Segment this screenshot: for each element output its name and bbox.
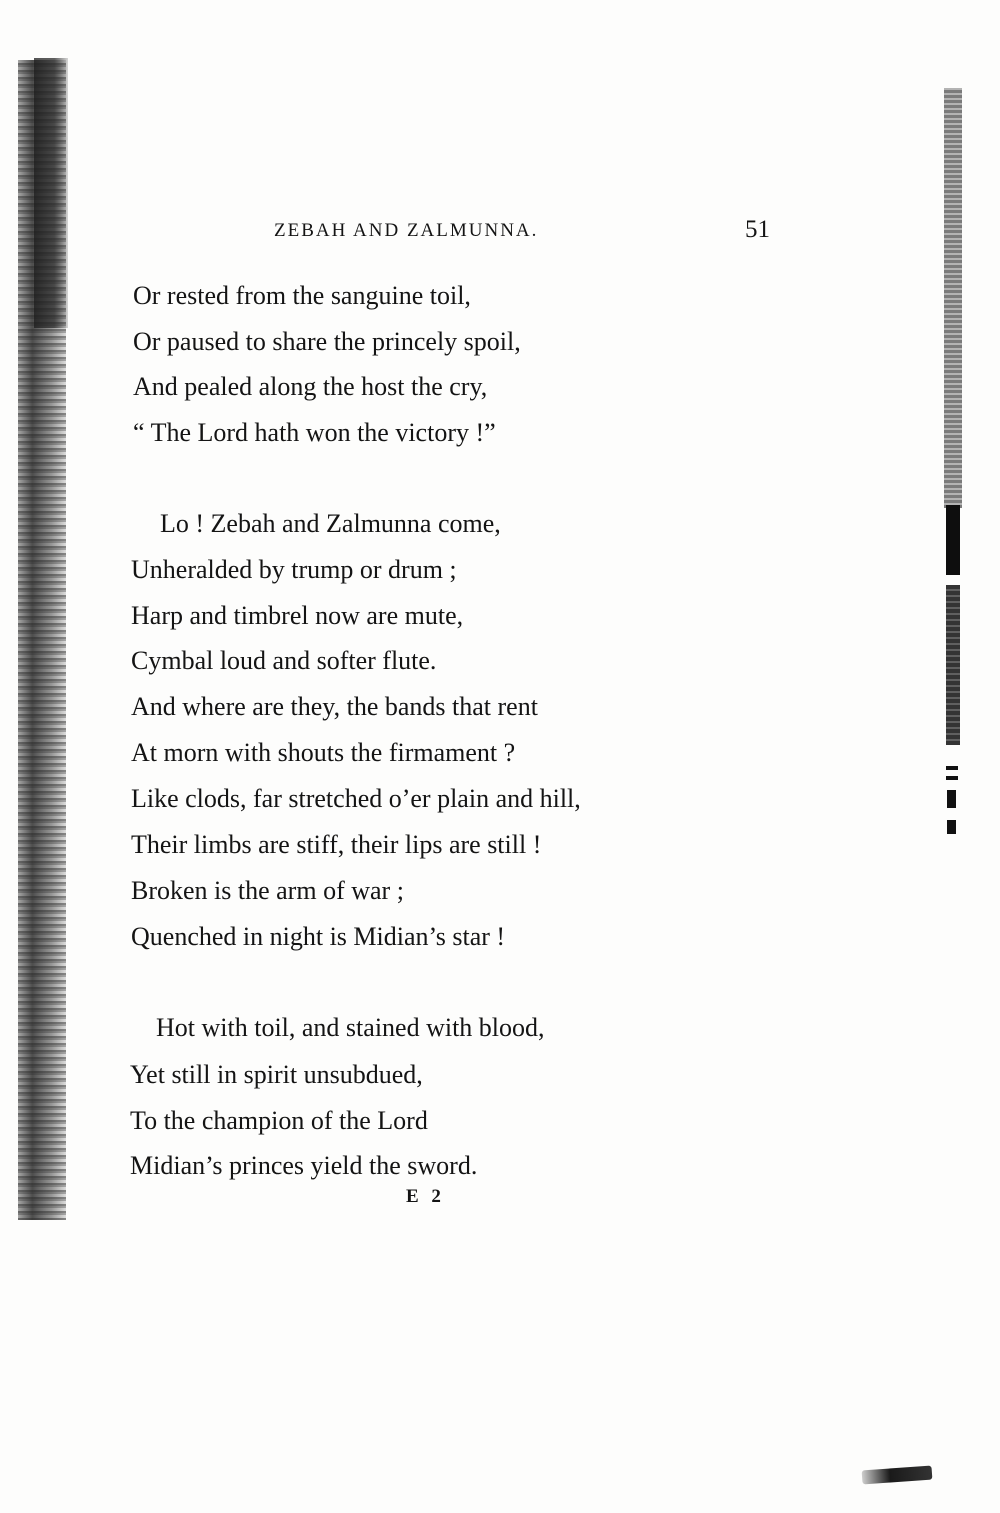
binding-shadow-dark xyxy=(34,58,68,328)
poem-line: At morn with shouts the firmament ? xyxy=(131,738,516,767)
poem-line: Quenched in night is Midian’s star ! xyxy=(131,922,506,951)
page-edge-mark xyxy=(946,505,960,575)
page-edge-mark xyxy=(947,790,956,808)
poem-line: Like clods, far stretched o’er plain and hill, xyxy=(131,784,581,813)
poem-line: “ The Lord hath won the victory !” xyxy=(133,418,496,447)
signature-mark: E 2 xyxy=(406,1186,445,1207)
page-edge-mark xyxy=(947,820,956,834)
poem-line: Midian’s princes yield the sword. xyxy=(130,1151,478,1180)
poem-line: To the champion of the Lord xyxy=(130,1106,428,1135)
poem-line: Yet still in spirit unsubdued, xyxy=(130,1060,423,1089)
poem-line: Unheralded by trump or drum ; xyxy=(131,555,457,584)
poem-line: Broken is the arm of war ; xyxy=(131,876,404,905)
page-edge-mark xyxy=(946,585,960,745)
poem-line: Or paused to share the princely spoil, xyxy=(133,327,521,356)
poem-line: Or rested from the sanguine toil, xyxy=(133,281,471,310)
poem-line: Harp and timbrel now are mute, xyxy=(131,601,464,630)
poem-line: Their limbs are stiff, their lips are still ! xyxy=(131,830,542,859)
poem-line: And where are they, the bands that rent xyxy=(131,692,538,721)
page-number: 51 xyxy=(745,216,770,243)
poem-line: Hot with toil, and stained with blood, xyxy=(156,1013,545,1042)
poem-line: Lo ! Zebah and Zalmunna come, xyxy=(160,509,501,538)
poem-line: And pealed along the host the cry, xyxy=(133,372,488,401)
running-title: ZEBAH AND ZALMUNNA. xyxy=(274,220,539,241)
poem-line: Cymbal loud and softer flute. xyxy=(131,646,437,675)
page-edge-mark xyxy=(946,776,958,780)
page-edge-shadow xyxy=(944,88,962,508)
page-edge-mark xyxy=(946,766,958,770)
ink-smudge xyxy=(862,1466,933,1485)
